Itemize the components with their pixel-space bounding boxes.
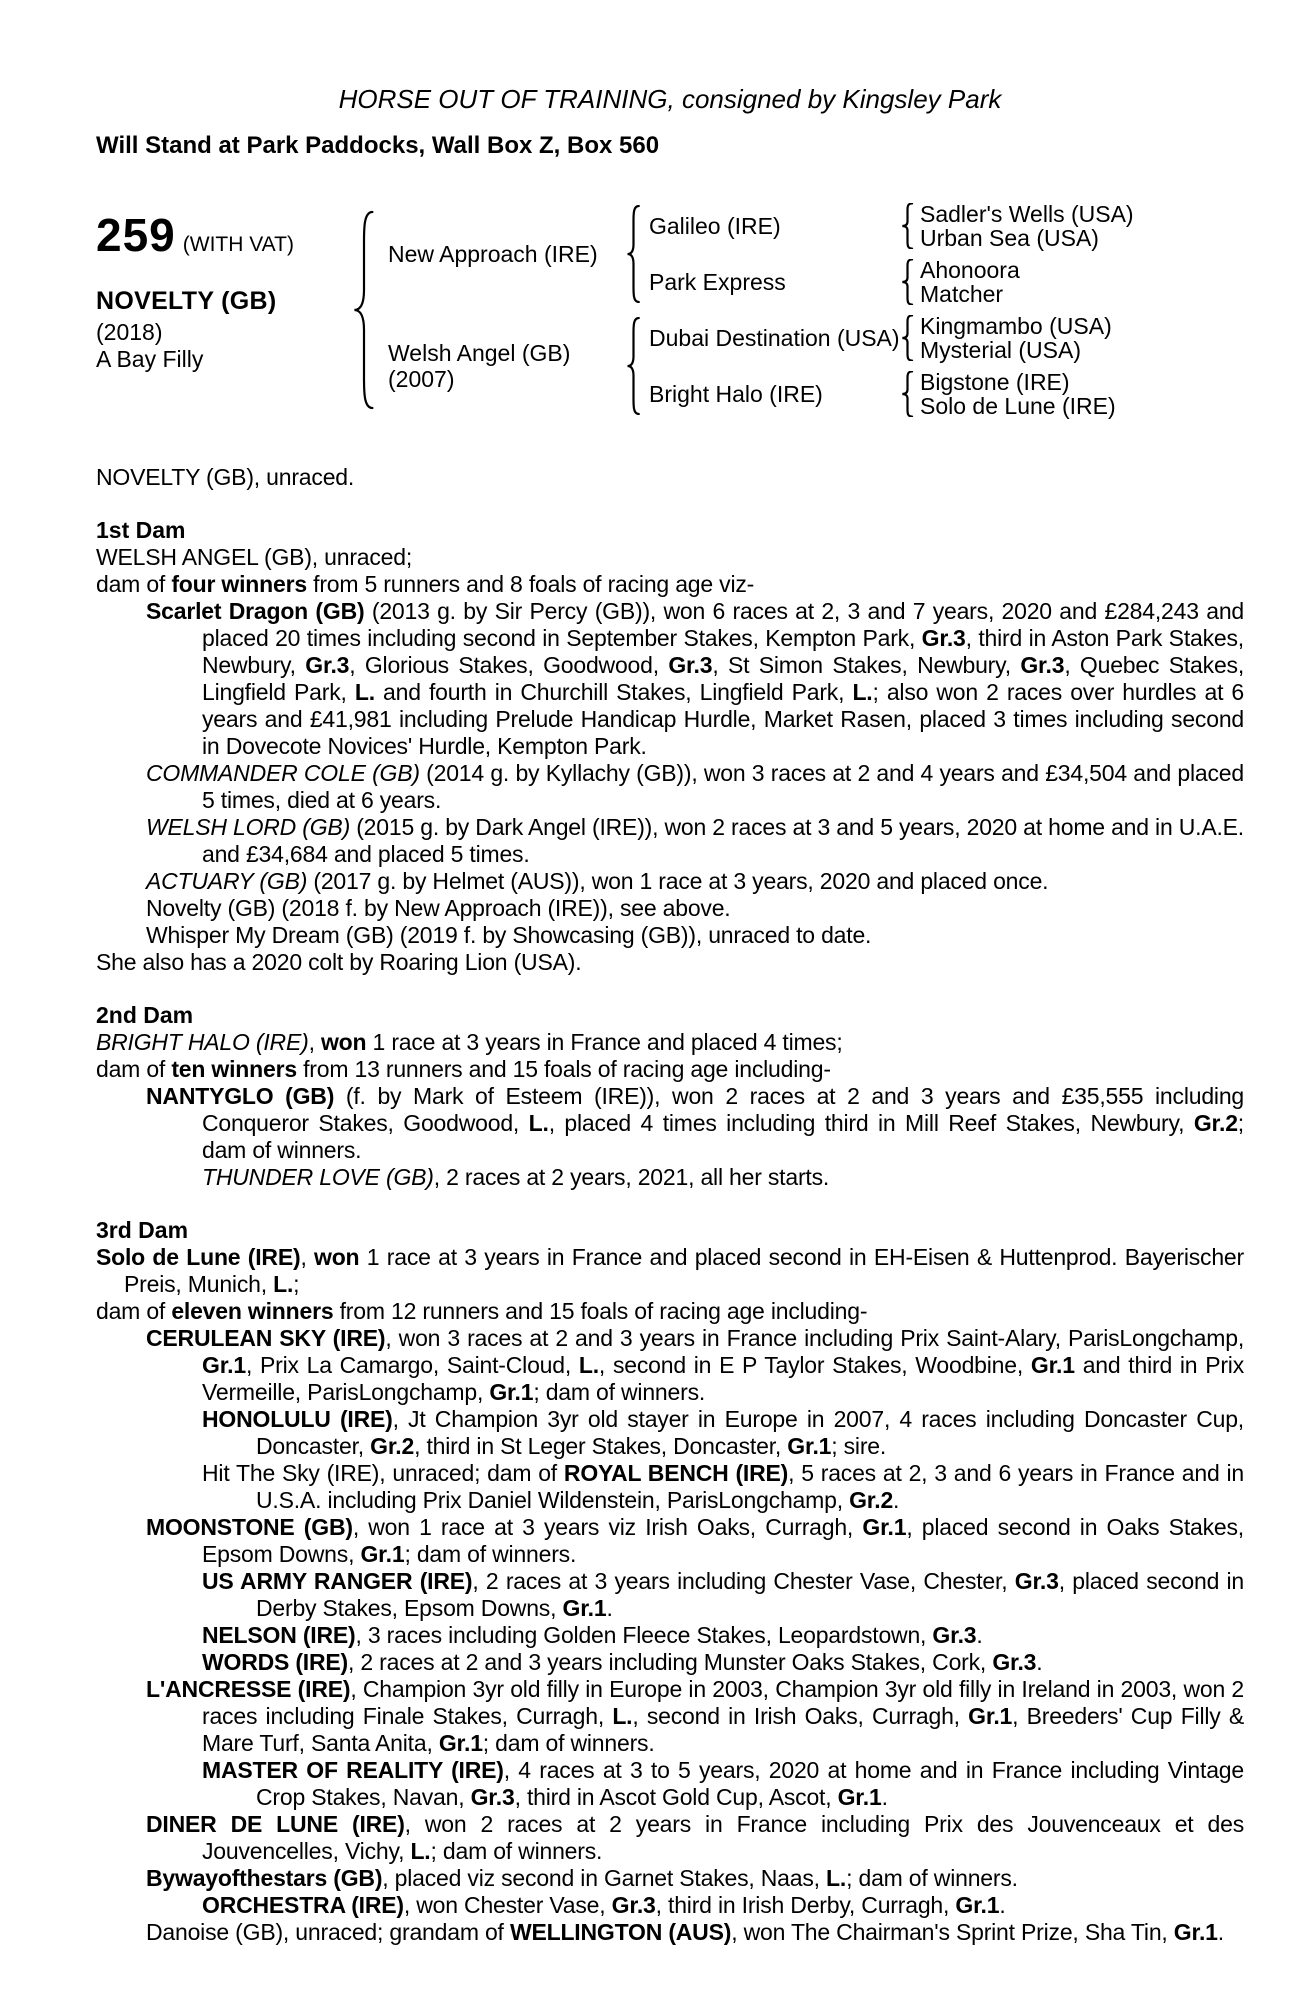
dam-group [388, 314, 1134, 418]
para-dam-of-eleven-winners: dam of eleven winners from 12 runners and 15 foals of racing age including- [96, 1298, 868, 1324]
granddam-name: Park Express [649, 268, 786, 295]
para-novelty: Novelty (GB) (2018 f. by New Approach (IRE)), see above. [146, 895, 731, 921]
stand-location: Will Stand at Park Paddocks, Wall Box Z, Box 560 [96, 132, 660, 159]
para-commander-cole: COMMANDER COLE (GB) (2014 g. by Kyllachy (GB)), won 3 races at 2 and 4 years and £34,504 and placed 5 times, died at 6 years. [146, 760, 1244, 813]
para-bright-halo: BRIGHT HALO (IRE), won 1 race at 3 years in France and placed 4 times; [96, 1029, 843, 1055]
lot-row [96, 209, 352, 261]
great-grandparent-pair [920, 314, 1112, 362]
para-words: WORDS (IRE), 2 races at 2 and 3 years including Munster Oaks Stakes, Cork, Gr.3. [202, 1649, 1043, 1675]
great-grandparent: Matcher [920, 281, 1004, 307]
great-grandparent: Sadler's Wells (USA) [920, 201, 1134, 227]
great-grandparent-pair [920, 202, 1134, 250]
pedigree-tree [96, 202, 1244, 418]
grandsire-row [649, 202, 1134, 250]
para-thunder-love: THUNDER LOVE (GB), 2 races at 2 years, 2021, all her starts. [202, 1164, 830, 1190]
dam-grandparents [649, 314, 1116, 418]
para-scarlet-dragon: Scarlet Dragon (GB) (2013 g. by Sir Percy (GB)), won 6 races at 2, 3 and 7 years, 2020 and £284,243 and placed 20 times including second in September Stakes, Kempton Park, Gr.3, third in Aston Park Stakes, Newbury, Gr.3, Glorious Stakes, Goodwood, Gr.3, St Simon Stakes, Newbury, Gr.3, Quebec Stakes, Lingfield Park, L. and fourth in Churchill Stakes, Lingfield Park, L.; also won 2 races over hurdles at 6 years and £41,981 including Prelude Handicap Hurdle, Market Rasen, placed 3 times including second in Dovecote Novices' Hurdle, Kempton Park. [146, 598, 1245, 759]
heading-1st-dam: 1st Dam [96, 517, 186, 543]
para-nantyglo: NANTYGLO (GB) (f. by Mark of Esteem (IRE)), won 2 races at 2 and 3 years and £35,555 including Conqueror Stakes, Goodwood, L., placed 4 times including third in Mill Reef Stakes, Newbury, Gr.2; dam of winners. [146, 1083, 1244, 1163]
grandsire-row [649, 314, 1116, 362]
granddam-brace [901, 259, 914, 305]
dam-name-block [388, 340, 626, 392]
parents-column [388, 202, 1134, 418]
para-dam-of-four-winners: dam of four winners from 5 runners and 8 foals of racing age viz- [96, 571, 755, 597]
granddam-name: Bright Halo (IRE) [649, 380, 823, 407]
granddam-row [649, 258, 1134, 306]
para-she-also-has: She also has a 2020 colt by Roaring Lion (USA). [96, 949, 582, 975]
horse-foaling-year: (2018) [96, 319, 163, 345]
vat-note: (WITH VAT) [182, 233, 294, 256]
para-moonstone: MOONSTONE (GB), won 1 race at 3 years viz Irish Oaks, Curragh, Gr.1, placed second in Oaks Stakes, Epsom Downs, Gr.1; dam of winners. [146, 1514, 1244, 1567]
pedigree-text [96, 464, 1244, 1946]
sire-brace [626, 205, 641, 303]
lot-info [96, 202, 352, 373]
granddam-row [649, 370, 1116, 418]
great-grandparent: Kingmambo (USA) [920, 313, 1112, 339]
sire-group [388, 202, 1134, 306]
grandsire-brace [901, 203, 914, 249]
dam-name: Welsh Angel (GB) [388, 340, 571, 366]
grandsire-name: Dubai Destination (USA) [649, 324, 900, 351]
ancestry-columns [352, 202, 1134, 418]
great-grandparent-pair [920, 370, 1116, 418]
para-welsh-angel: WELSH ANGEL (GB), unraced; [96, 544, 413, 570]
dam-brace [626, 317, 641, 415]
para-master-of-reality: MASTER OF REALITY (IRE), 4 races at 3 to 5 years, 2020 at home and in France including Vintage Crop Stakes, Navan, Gr.3, third in Ascot Gold Cup, Ascot, Gr.1. [202, 1757, 1244, 1810]
great-grandparent-pair [920, 258, 1020, 306]
para-nelson: NELSON (IRE), 3 races including Golden Fleece Stakes, Leopardstown, Gr.3. [202, 1622, 983, 1648]
para-us-army-ranger: US ARMY RANGER (IRE), 2 races at 3 years including Chester Vase, Chester, Gr.3, placed second in Derby Stakes, Epsom Downs, Gr.1. [202, 1568, 1245, 1621]
sire-name: New Approach (IRE) [388, 241, 598, 267]
para-hit-the-sky: Hit The Sky (IRE), unraced; dam of ROYAL BENCH (IRE), 5 races at 2, 3 and 6 years in France and in U.S.A. including Prix Daniel Wildenstein, ParisLongchamp, Gr.2. [202, 1460, 1244, 1513]
great-grandparent: Urban Sea (USA) [920, 225, 1099, 251]
sire-grandparents [649, 202, 1134, 306]
great-grandparent: Solo de Lune (IRE) [920, 393, 1116, 419]
para-danoise: Danoise (GB), unraced; grandam of WELLINGTON (AUS), won The Chairman's Sprint Prize, Sha Tin, Gr.1. [146, 1919, 1224, 1945]
heading-3rd-dam: 3rd Dam [96, 1217, 189, 1243]
para-diner-de-lune: DINER DE LUNE (IRE), won 2 races at 2 years in France including Prix des Jouvenceaux et des Jouvencelles, Vichy, L.; dam of winners. [146, 1811, 1244, 1864]
outer-brace [352, 210, 376, 410]
para-welsh-lord: WELSH LORD (GB) (2015 g. by Dark Angel (IRE)), won 2 races at 3 and 5 years, 2020 at home and in U.A.E. and £34,684 and placed 5 times. [146, 814, 1244, 867]
dam-year: (2007) [388, 366, 455, 392]
grandsire-name: Galileo (IRE) [649, 212, 781, 239]
para-honolulu: HONOLULU (IRE), Jt Champion 3yr old stayer in Europe in 2007, 4 races including Doncaster Cup, Doncaster, Gr.2, third in St Leger Stakes, Doncaster, Gr.1; sire. [202, 1406, 1244, 1459]
granddam-brace [901, 371, 914, 417]
para-dam-of-ten-winners: dam of ten winners from 13 runners and 15 foals of racing age including- [96, 1056, 831, 1082]
horse-name: NOVELTY (GB) [96, 287, 277, 315]
lot-number: 259 [96, 209, 176, 261]
para-novelty-unraced: NOVELTY (GB), unraced. [96, 464, 355, 490]
page-title: HORSE OUT OF TRAINING, consigned by Kingsley Park [338, 84, 1002, 114]
para-actuary: ACTUARY (GB) (2017 g. by Helmet (AUS)), won 1 race at 3 years, 2020 and placed once. [146, 868, 1049, 894]
para-bywayofthestars: Bywayofthestars (GB), placed viz second in Garnet Stakes, Naas, L.; dam of winners. [146, 1865, 1018, 1891]
para-whisper-my-dream: Whisper My Dream (GB) (2019 f. by Showcasing (GB)), unraced to date. [146, 922, 872, 948]
great-grandparent: Mysterial (USA) [920, 337, 1082, 363]
para-solo-de-lune: Solo de Lune (IRE), won 1 race at 3 years in France and placed second in EH-Eisen & Huttenprod. Bayerischer Preis, Munich, L.; [96, 1244, 1244, 1297]
horse-description: A Bay Filly [96, 346, 204, 372]
para-lancresse: L'ANCRESSE (IRE), Champion 3yr old filly in Europe in 2003, Champion 3yr old filly in Ireland in 2003, won 2 races including Finale Stakes, Curragh, L., second in Irish Oaks, Curragh, Gr.1, Breeders' Cup Filly & Mare Turf, Santa Anita, Gr.1; dam of winners. [146, 1676, 1244, 1756]
para-cerulean-sky: CERULEAN SKY (IRE), won 3 races at 2 and 3 years in France including Prix Saint-Alary, ParisLongchamp, Gr.1, Prix La Camargo, Saint-Cloud, L., second in E P Taylor Stakes, Woodbine, Gr.1 and third in Prix Vermeille, ParisLongchamp, Gr.1; dam of winners. [146, 1325, 1245, 1405]
great-grandparent: Ahonoora [920, 257, 1020, 283]
heading-2nd-dam: 2nd Dam [96, 1002, 194, 1028]
great-grandparent: Bigstone (IRE) [920, 369, 1070, 395]
para-orchestra: ORCHESTRA (IRE), won Chester Vase, Gr.3, third in Irish Derby, Curragh, Gr.1. [202, 1892, 1006, 1918]
grandsire-brace [901, 315, 914, 361]
